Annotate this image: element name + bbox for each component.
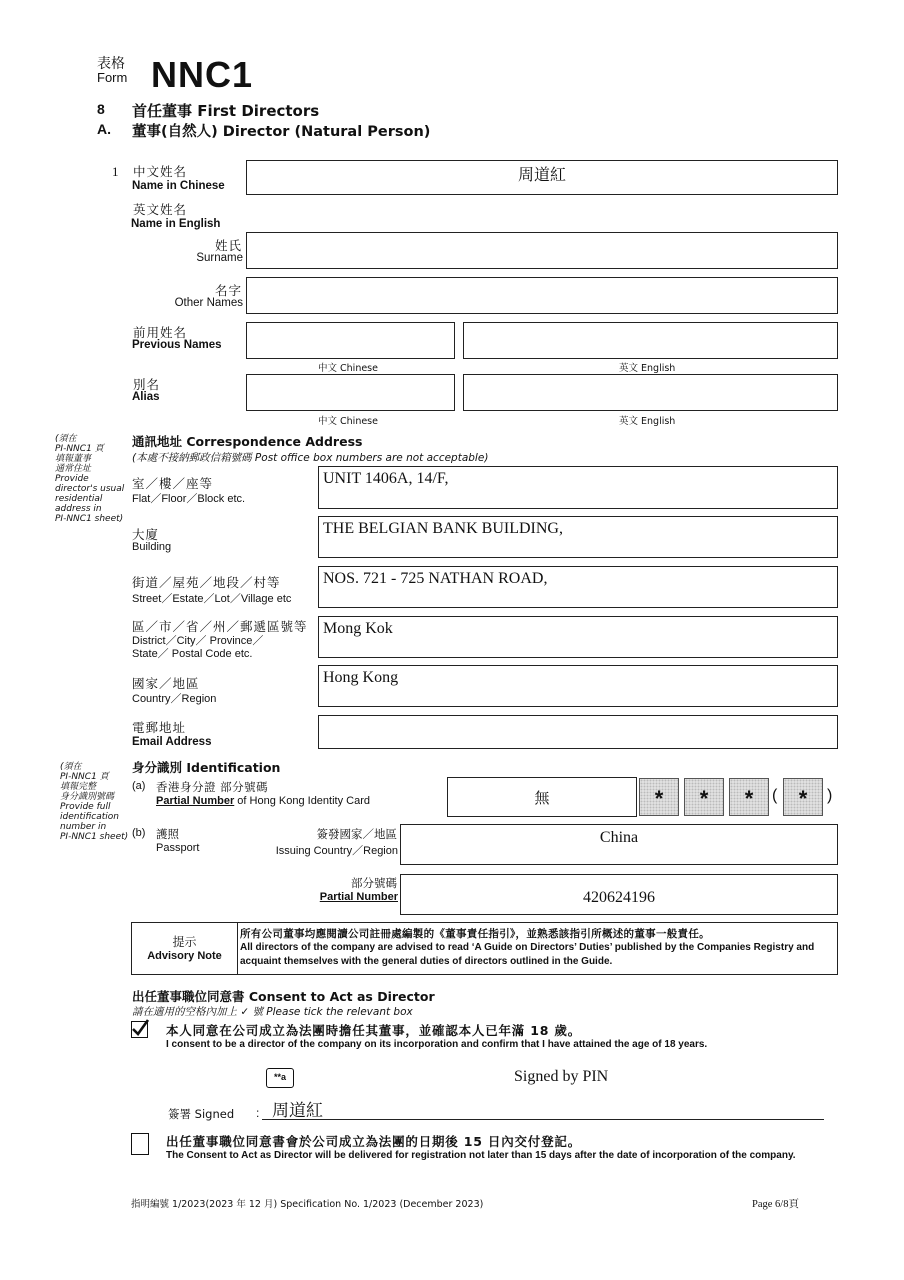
- advisory-label-en: Advisory Note: [147, 950, 222, 962]
- previous-chinese-col-label: 中文 Chinese: [318, 363, 378, 374]
- form-code: NNC1: [151, 54, 254, 95]
- advisory-note: [131, 922, 838, 975]
- hkid-value: 無: [534, 791, 550, 807]
- signed-label: [168, 1106, 234, 1122]
- hkid-label-en: [156, 795, 370, 807]
- district-field[interactable]: [318, 616, 838, 658]
- signature-line: [262, 1119, 824, 1120]
- name-chinese-value: 周道紅: [517, 167, 566, 184]
- signed-label-zh: 簽署: [168, 1107, 191, 1121]
- email-label-en: Email Address: [132, 736, 212, 748]
- consent-option1-zh: 本人同意在公司成立為法團時擔任其董事，並確認本人已年滿 18 歲。: [166, 1023, 581, 1038]
- advisory-divider: [237, 923, 238, 974]
- other-names-label-zh: 名字: [214, 283, 242, 298]
- side-note-line: identification: [60, 812, 120, 822]
- country-field[interactable]: [318, 665, 838, 707]
- other-names-field[interactable]: [246, 277, 838, 314]
- partial-number-label-zh: 部分號碼: [351, 876, 397, 890]
- side-note-line: 通常住址: [55, 464, 92, 474]
- subsection-letter: A.: [97, 121, 111, 137]
- hkid-label-en-rest: of Hong Kong Identity Card: [234, 795, 370, 807]
- address-title: 通訊地址 Correspondence Address: [132, 434, 363, 449]
- hkid-masked-digit: *: [684, 778, 724, 816]
- surname-label-zh: 姓氏: [214, 238, 242, 253]
- side-note-line: PI-NNC1 sheet): [55, 514, 124, 524]
- street-label-en: Street／Estate／Lot／Village etc: [132, 593, 292, 605]
- item-number: 1: [112, 164, 119, 179]
- form-label-zh: 表格: [97, 56, 125, 72]
- consent-option2-zh: 出任董事職位同意書會於公司成立為法團的日期後 15 日內交付登記。: [166, 1134, 581, 1149]
- surname-field[interactable]: [246, 232, 838, 269]
- consent-option1-checkbox[interactable]: [131, 1021, 148, 1038]
- side-note-line: Provide: [55, 474, 89, 484]
- street-value: NOS. 721 - 725 NATHAN ROAD,: [323, 570, 548, 587]
- side-note-line: PI-NNC1 頁: [60, 772, 109, 782]
- previous-names-label-en: Previous Names: [132, 339, 222, 351]
- alias-english-col-label: 英文 English: [619, 416, 676, 427]
- signed-label-en: Signed: [194, 1107, 235, 1121]
- advisory-label-zh: 提示: [172, 935, 197, 949]
- issuing-country-value: China: [599, 829, 639, 846]
- street-label-zh: 街道／屋苑／地段／村等: [132, 575, 281, 590]
- flat-label-zh: 室／樓／座等: [132, 476, 214, 491]
- side-note-line: address in: [55, 504, 102, 514]
- email-value: [319, 716, 837, 722]
- footer-page-number: Page 6/8頁: [752, 1199, 799, 1210]
- side-note-line: 身分識別號碼: [60, 792, 115, 802]
- hkid-field[interactable]: [447, 777, 637, 817]
- side-note-line: PI-NNC1 sheet): [60, 832, 129, 842]
- district-label-en-2: State／ Postal Code etc.: [132, 648, 253, 660]
- advisory-text-en: All directors of the company are advised to read ‘A Guide on Directors’ Duties’ published by the Companies Registry and acquaint themselves with the general duties of directors outlined in the Guide.: [240, 942, 815, 967]
- district-value: Mong Kok: [323, 620, 393, 637]
- issuing-country-label-zh: 簽發國家／地區: [316, 827, 397, 841]
- side-note-line: residential: [55, 494, 103, 504]
- side-note-line: director's usual: [55, 484, 125, 494]
- building-value: THE BELGIAN BANK BUILDING,: [323, 520, 563, 537]
- district-label-en-1: District／City／ Province／: [132, 635, 264, 647]
- identification-title: 身分識別 Identification: [132, 760, 281, 775]
- flat-value: UNIT 1406A, 14/F,: [323, 470, 449, 487]
- consent-instruction: 請在適用的空格內加上 ✓ 號 Please tick the relevant box: [132, 1006, 413, 1018]
- previous-names-label-zh: 前用姓名: [133, 325, 188, 340]
- footer-specification: 指明編號 1/2023(2023 年 12 月) Specification No. 1/2023 (December 2023): [131, 1199, 484, 1210]
- alias-english-field[interactable]: [463, 374, 838, 411]
- consent-title: 出任董事職位同意書 Consent to Act as Director: [132, 989, 435, 1004]
- previous-names-chinese-field[interactable]: [246, 322, 455, 359]
- building-field[interactable]: [318, 516, 838, 558]
- side-note-line: 填報完整: [60, 782, 97, 792]
- side-note-line: 填報董事: [55, 454, 92, 464]
- country-value: Hong Kong: [323, 669, 399, 686]
- check-mark-icon: [130, 1018, 150, 1038]
- district-label-zh: 區／市／省／州／郵遞區號等: [132, 619, 308, 634]
- surname-label-en: Surname: [196, 252, 243, 264]
- issuing-country-field[interactable]: [400, 824, 838, 865]
- address-note: (本處不接納郵政信箱號碼 Post office box numbers are not acceptable): [132, 452, 489, 464]
- pin-lock-icon: **a: [266, 1068, 294, 1088]
- alias-label-zh: 別名: [133, 377, 161, 392]
- email-label-zh: 電郵地址: [132, 720, 187, 735]
- hkid-check-digit: *: [783, 778, 823, 816]
- section-number: 8: [97, 101, 105, 117]
- side-note-line: number in: [60, 822, 107, 832]
- building-label-en: Building: [132, 541, 172, 553]
- building-label-zh: 大廈: [132, 527, 160, 542]
- hkid-check-paren-open: (: [772, 787, 778, 804]
- name-english-label-en: Name in English: [131, 218, 221, 230]
- consent-option2-checkbox[interactable]: [131, 1133, 149, 1155]
- form-label-en: Form: [97, 70, 128, 85]
- hkid-masked-digit: *: [729, 778, 769, 816]
- hkid-check-paren-close: ): [827, 787, 833, 804]
- flat-field[interactable]: [318, 466, 838, 509]
- address-side-note: [55, 434, 130, 524]
- alias-chinese-field[interactable]: [246, 374, 455, 411]
- country-label-zh: 國家／地區: [132, 676, 200, 691]
- name-chinese-label-zh: 中文姓名: [133, 164, 188, 179]
- issuing-country-label-en: Issuing Country／Region: [275, 845, 398, 857]
- previous-names-english-field[interactable]: [463, 322, 838, 359]
- id-b-label: (b): [132, 827, 146, 839]
- signed-by-pin-text: Signed by PIN: [514, 1068, 609, 1085]
- name-chinese-field[interactable]: [246, 160, 838, 195]
- signature-colon: :: [256, 1106, 260, 1120]
- flat-label-en: Flat／Floor／Block etc.: [132, 493, 246, 505]
- passport-label-zh: 護照: [156, 827, 179, 841]
- hkid-masked-digit: *: [639, 778, 679, 816]
- alias-chinese-col-label: 中文 Chinese: [318, 416, 378, 427]
- consent-option2-en: The Consent to Act as Director will be delivered for registration not later than 15 days after the date of incorporation of the company.: [166, 1150, 796, 1161]
- email-field[interactable]: [318, 715, 838, 749]
- name-chinese-label-en: Name in Chinese: [132, 180, 225, 192]
- subsection-title: 董事(自然人) Director (Natural Person): [132, 124, 431, 140]
- side-note-line: (須在: [55, 434, 77, 444]
- side-note-line: (須在: [60, 762, 82, 772]
- id-side-note: [60, 762, 132, 842]
- advisory-text-zh: 所有公司董事均應閱讀公司註冊處編製的《董事責任指引》，並熟悉該指引所概述的董事一般責任。: [240, 928, 710, 940]
- hkid-label-en-bold: Partial Number: [156, 795, 235, 807]
- signature-value: 周道紅: [272, 1101, 323, 1121]
- other-names-label-en: Other Names: [174, 297, 243, 309]
- side-note-line: Provide full: [60, 802, 111, 812]
- passport-label-en: Passport: [156, 842, 200, 854]
- partial-number-label-en: Partial Number: [319, 891, 398, 903]
- partial-number-value: 420624196: [583, 889, 655, 906]
- partial-number-field[interactable]: [400, 874, 838, 915]
- alias-label-en: Alias: [132, 391, 160, 403]
- hkid-label-zh: 香港身分證 部分號碼: [156, 780, 269, 794]
- street-field[interactable]: [318, 566, 838, 608]
- previous-english-col-label: 英文 English: [619, 363, 676, 374]
- name-english-label-zh: 英文姓名: [133, 202, 188, 217]
- section-title: 首任董事 First Directors: [132, 102, 320, 120]
- side-note-line: PI-NNC1 頁: [55, 444, 104, 454]
- country-label-en: Country／Region: [132, 693, 217, 705]
- id-a-label: (a): [132, 780, 146, 792]
- consent-option1-en: I consent to be a director of the company on its incorporation and confirm that I have attained the age of 18 years.: [166, 1039, 708, 1050]
